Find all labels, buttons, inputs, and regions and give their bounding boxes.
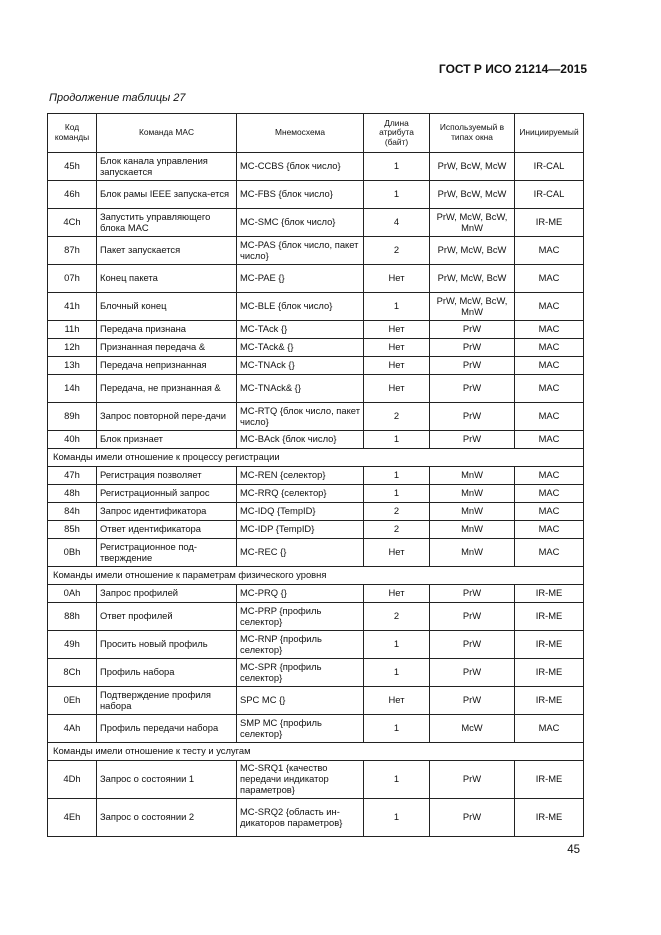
mnemonic-cell: MC-SRQ1 {качество передачи индикатор параметров} (237, 761, 364, 799)
command-cell: Запрос повторной пере-дачи (97, 403, 237, 431)
column-header: Команда MAC (97, 114, 237, 153)
window-cell: PrW, BcW, McW (430, 181, 515, 209)
table-row (48, 799, 584, 837)
code-cell: 47h (48, 467, 97, 485)
initiator-cell: MAC (515, 715, 584, 743)
table-row (48, 761, 584, 799)
mnemonic-cell: MC-REC {} (237, 539, 364, 567)
window-cell: PrW (430, 585, 515, 603)
command-cell: Профиль набора (97, 659, 237, 687)
initiator-cell: IR-ME (515, 659, 584, 687)
code-cell: 13h (48, 357, 97, 375)
command-cell: Конец пакета (97, 265, 237, 293)
code-cell: 49h (48, 631, 97, 659)
code-cell: 4Ah (48, 715, 97, 743)
table-row (48, 521, 584, 539)
command-cell: Блок канала управления запускается (97, 153, 237, 181)
column-header: Длина атрибута (байт) (364, 114, 430, 153)
command-cell: Запрос профилей (97, 585, 237, 603)
code-cell: 0Eh (48, 687, 97, 715)
initiator-cell: IR-ME (515, 603, 584, 631)
mnemonic-cell: MC-CCBS {блок число} (237, 153, 364, 181)
initiator-cell: MAC (515, 539, 584, 567)
code-cell: 46h (48, 181, 97, 209)
length-cell: 1 (364, 799, 430, 837)
code-cell: 41h (48, 293, 97, 321)
initiator-cell: IR-CAL (515, 181, 584, 209)
mnemonic-cell: MC-TNAck& {} (237, 375, 364, 403)
code-cell: 89h (48, 403, 97, 431)
length-cell: 2 (364, 603, 430, 631)
table-row (48, 339, 584, 357)
initiator-cell: MAC (515, 357, 584, 375)
mnemonic-cell: MC-TNAck {} (237, 357, 364, 375)
column-header: Инициируемый (515, 114, 584, 153)
window-cell: PrW (430, 687, 515, 715)
table-row (48, 503, 584, 521)
length-cell: 1 (364, 467, 430, 485)
command-cell: Просить новый профиль (97, 631, 237, 659)
standard-designation: ГОСТ Р ИСО 21214—2015 (438, 62, 587, 76)
length-cell: 2 (364, 503, 430, 521)
command-cell: Регистрационное под-тверждение (97, 539, 237, 567)
initiator-cell: MAC (515, 431, 584, 449)
code-cell: 14h (48, 375, 97, 403)
mnemonic-cell: MC-SMC {блок число} (237, 209, 364, 237)
mnemonic-cell: MC-REN {селектор} (237, 467, 364, 485)
length-cell: 1 (364, 761, 430, 799)
mnemonic-cell: MC-TAck {} (237, 321, 364, 339)
window-cell: MnW (430, 485, 515, 503)
initiator-cell: IR-ME (515, 209, 584, 237)
length-cell: 2 (364, 403, 430, 431)
table-header-row (48, 114, 584, 153)
window-cell: PrW (430, 761, 515, 799)
mnemonic-cell: MC-IDP {TempID} (237, 521, 364, 539)
page-number: 45 (567, 844, 580, 856)
initiator-cell: MAC (515, 339, 584, 357)
window-cell: PrW, McW, BcW (430, 237, 515, 265)
length-cell: Нет (364, 687, 430, 715)
length-cell: 1 (364, 715, 430, 743)
column-header: Мнемосхема (237, 114, 364, 153)
mnemonic-cell: MC-SRQ2 {область ин-дикаторов параметров} (237, 799, 364, 837)
table-row (48, 467, 584, 485)
window-cell: PrW (430, 339, 515, 357)
mnemonic-cell: SPC MC {} (237, 687, 364, 715)
length-cell: 1 (364, 153, 430, 181)
initiator-cell: MAC (515, 467, 584, 485)
command-cell: Передача признана (97, 321, 237, 339)
length-cell: Нет (364, 585, 430, 603)
command-cell: Ответ профилей (97, 603, 237, 631)
initiator-cell: MAC (515, 485, 584, 503)
mnemonic-cell: MC-SPR {профиль селектор} (237, 659, 364, 687)
mnemonic-cell: MC-PAE {} (237, 265, 364, 293)
window-cell: PrW, BcW, McW (430, 153, 515, 181)
column-header: Код команды (48, 114, 97, 153)
window-cell: MnW (430, 539, 515, 567)
command-cell: Регистрация позволяет (97, 467, 237, 485)
window-cell: PrW, McW, BcW, MnW (430, 293, 515, 321)
initiator-cell: IR-CAL (515, 153, 584, 181)
code-cell: 84h (48, 503, 97, 521)
table-row (48, 485, 584, 503)
code-cell: 07h (48, 265, 97, 293)
command-cell: Передача непризнанная (97, 357, 237, 375)
command-cell: Блок признает (97, 431, 237, 449)
section-title: Команды имели отношение к параметрам физического уровня (48, 567, 584, 585)
table-row (48, 659, 584, 687)
table-row (48, 631, 584, 659)
length-cell: 1 (364, 431, 430, 449)
length-cell: Нет (364, 539, 430, 567)
initiator-cell: MAC (515, 503, 584, 521)
code-cell: 11h (48, 321, 97, 339)
code-cell: 88h (48, 603, 97, 631)
table-row (48, 153, 584, 181)
mnemonic-cell: MC-PRP {профиль селектор} (237, 603, 364, 631)
mnemonic-cell: MC-BLE {блок число} (237, 293, 364, 321)
section-title: Команды имели отношение к процессу регистрации (48, 449, 584, 467)
window-cell: MnW (430, 503, 515, 521)
table-row (48, 585, 584, 603)
command-cell: Блок рамы IEEE запуска-ется (97, 181, 237, 209)
code-cell: 8Ch (48, 659, 97, 687)
table-row (48, 293, 584, 321)
initiator-cell: MAC (515, 403, 584, 431)
length-cell: Нет (364, 357, 430, 375)
initiator-cell: MAC (515, 293, 584, 321)
length-cell: 2 (364, 237, 430, 265)
window-cell: McW (430, 715, 515, 743)
table-row (48, 265, 584, 293)
initiator-cell: IR-ME (515, 687, 584, 715)
code-cell: 85h (48, 521, 97, 539)
command-cell: Запрос о состоянии 2 (97, 799, 237, 837)
window-cell: PrW, McW, BcW, MnW (430, 209, 515, 237)
command-cell: Передача, не признанная & (97, 375, 237, 403)
table-row (48, 431, 584, 449)
window-cell: PrW (430, 357, 515, 375)
length-cell: 1 (364, 485, 430, 503)
table-row (48, 539, 584, 567)
length-cell: 1 (364, 293, 430, 321)
initiator-cell: IR-ME (515, 799, 584, 837)
code-cell: 87h (48, 237, 97, 265)
table-row (48, 687, 584, 715)
window-cell: MnW (430, 467, 515, 485)
table-row (48, 321, 584, 339)
code-cell: 0Ah (48, 585, 97, 603)
table-row (48, 181, 584, 209)
section-row (48, 567, 584, 585)
initiator-cell: IR-ME (515, 631, 584, 659)
code-cell: 4Dh (48, 761, 97, 799)
window-cell: PrW (430, 403, 515, 431)
section-row (48, 449, 584, 467)
table-row (48, 209, 584, 237)
table-row (48, 403, 584, 431)
length-cell: 1 (364, 659, 430, 687)
mnemonic-cell: MC-FBS {блок число} (237, 181, 364, 209)
length-cell: 1 (364, 181, 430, 209)
command-cell: Пакет запускается (97, 237, 237, 265)
initiator-cell: MAC (515, 521, 584, 539)
initiator-cell: MAC (515, 375, 584, 403)
length-cell: Нет (364, 265, 430, 293)
mnemonic-cell: MC-BAck {блок число} (237, 431, 364, 449)
code-cell: 4Eh (48, 799, 97, 837)
mnemonic-cell: MC-PAS {блок число, пакет число} (237, 237, 364, 265)
window-cell: MnW (430, 521, 515, 539)
length-cell: Нет (364, 339, 430, 357)
table-row (48, 237, 584, 265)
table-row (48, 603, 584, 631)
command-cell: Регистрационный запрос (97, 485, 237, 503)
mac-commands-table (47, 113, 584, 837)
mnemonic-cell: SMP MC {профиль селектор} (237, 715, 364, 743)
window-cell: PrW (430, 431, 515, 449)
command-cell: Подтверждение профиля набора (97, 687, 237, 715)
table-row (48, 375, 584, 403)
window-cell: PrW (430, 375, 515, 403)
mnemonic-cell: MC-RTQ {блок число, пакет число} (237, 403, 364, 431)
code-cell: 0Bh (48, 539, 97, 567)
command-cell: Блочный конец (97, 293, 237, 321)
command-cell: Признанная передача & (97, 339, 237, 357)
code-cell: 48h (48, 485, 97, 503)
initiator-cell: MAC (515, 321, 584, 339)
initiator-cell: IR-ME (515, 761, 584, 799)
code-cell: 40h (48, 431, 97, 449)
window-cell: PrW (430, 659, 515, 687)
column-header: Используемый в типах окна (430, 114, 515, 153)
section-title: Команды имели отношение к тесту и услугам (48, 743, 584, 761)
initiator-cell: MAC (515, 265, 584, 293)
length-cell: 4 (364, 209, 430, 237)
mnemonic-cell: MC-RRQ {селектор} (237, 485, 364, 503)
window-cell: PrW (430, 799, 515, 837)
command-cell: Запрос о состоянии 1 (97, 761, 237, 799)
initiator-cell: IR-ME (515, 585, 584, 603)
section-row (48, 743, 584, 761)
mnemonic-cell: MC-PRQ {} (237, 585, 364, 603)
length-cell: 1 (364, 631, 430, 659)
window-cell: PrW (430, 603, 515, 631)
mnemonic-cell: MC-TAck& {} (237, 339, 364, 357)
code-cell: 12h (48, 339, 97, 357)
table-caption: Продолжение таблицы 27 (49, 92, 186, 104)
table-row (48, 357, 584, 375)
table-row (48, 715, 584, 743)
window-cell: PrW (430, 321, 515, 339)
initiator-cell: MAC (515, 237, 584, 265)
length-cell: 2 (364, 521, 430, 539)
command-cell: Ответ идентификатора (97, 521, 237, 539)
code-cell: 45h (48, 153, 97, 181)
length-cell: Нет (364, 375, 430, 403)
command-cell: Запрос идентификатора (97, 503, 237, 521)
length-cell: Нет (364, 321, 430, 339)
window-cell: PrW (430, 631, 515, 659)
command-cell: Запустить управляющего блока MAC (97, 209, 237, 237)
mnemonic-cell: MC-RNP {профиль селектор} (237, 631, 364, 659)
command-cell: Профиль передачи набора (97, 715, 237, 743)
mnemonic-cell: MC-IDQ {TempID} (237, 503, 364, 521)
code-cell: 4Ch (48, 209, 97, 237)
window-cell: PrW, McW, BcW (430, 265, 515, 293)
